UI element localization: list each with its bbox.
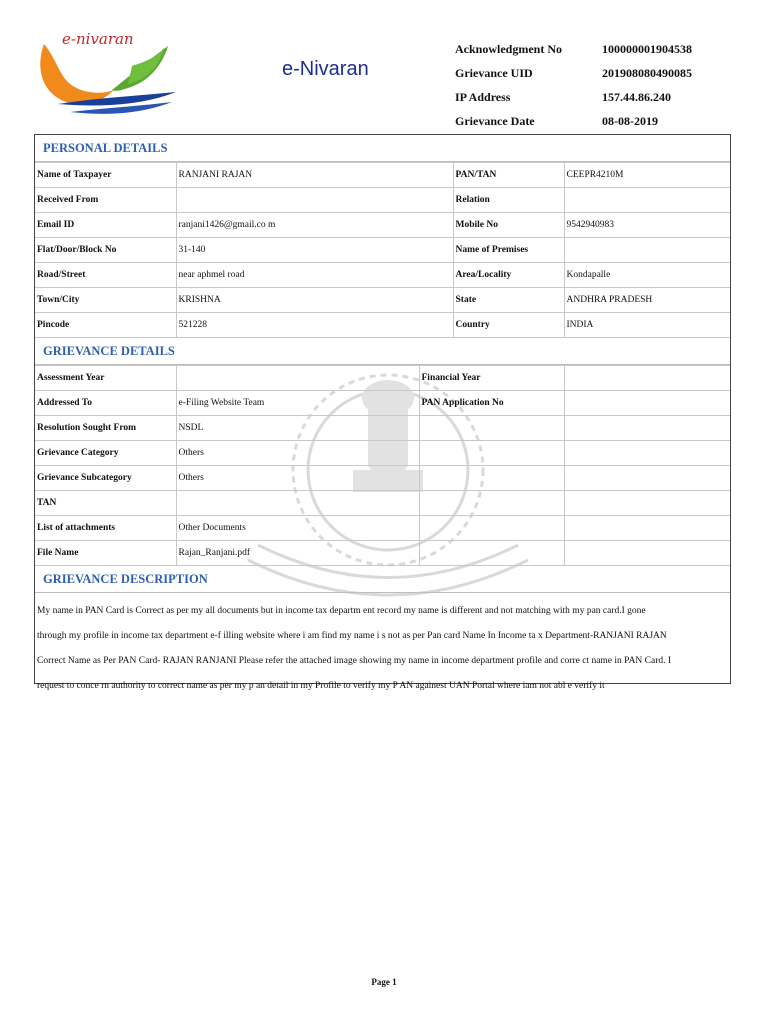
field-value: Others [176, 466, 419, 491]
field-label: TAN [35, 491, 176, 516]
field-label: Financial Year [419, 366, 564, 391]
table-row [35, 213, 730, 238]
field-label: Received From [35, 188, 176, 213]
field-label: Resolution Sought From [35, 416, 176, 441]
field-value [564, 366, 730, 391]
table-row [35, 391, 730, 416]
field-value: ranjani1426@gmail.co m [176, 213, 453, 238]
meta-label: Grievance Date [455, 113, 535, 128]
meta-value: 157.44.86.240 [602, 89, 671, 104]
field-value: 521228 [176, 313, 453, 338]
description-line: through my profile in income tax department e-f illing website where i am find my name i s not as per Pan card Name In Income ta x Department-RANJANI RAJAN [37, 631, 667, 641]
table-row [35, 238, 730, 263]
field-value: RANJANI RAJAN [176, 163, 453, 188]
personal-details-table [35, 162, 730, 338]
field-value: 31-140 [176, 238, 453, 263]
field-label [419, 441, 564, 466]
grievance-description-text [35, 593, 730, 699]
table-row [35, 313, 730, 338]
grievance-details-table [35, 365, 730, 566]
e-nivaran-logo [36, 26, 184, 130]
field-label [419, 516, 564, 541]
field-value [564, 541, 730, 566]
field-value [176, 188, 453, 213]
field-value: near aphmel road [176, 263, 453, 288]
field-label: Assessment Year [35, 366, 176, 391]
meta-value: 08-08-2019 [602, 113, 658, 128]
logo-text: e-nivaran [62, 30, 134, 48]
field-value: 9542940983 [564, 213, 730, 238]
field-label: Pincode [35, 313, 176, 338]
field-label [419, 491, 564, 516]
section-personal-details: PERSONAL DETAILS [35, 135, 730, 162]
acknowledgment-meta [455, 37, 692, 133]
meta-row [455, 61, 692, 85]
table-row [35, 466, 730, 491]
field-label: PAN Application No [419, 391, 564, 416]
field-label: Name of Premises [453, 238, 564, 263]
field-label [419, 416, 564, 441]
field-value: CEEPR4210M [564, 163, 730, 188]
field-label: Town/City [35, 288, 176, 313]
field-value: Others [176, 441, 419, 466]
field-label: State [453, 288, 564, 313]
meta-row [455, 109, 692, 133]
field-label [419, 466, 564, 491]
field-value: KRISHNA [176, 288, 453, 313]
table-row [35, 366, 730, 391]
field-label: Flat/Door/Block No [35, 238, 176, 263]
field-value [564, 491, 730, 516]
table-row [35, 263, 730, 288]
section-grievance-details: GRIEVANCE DETAILS [35, 338, 730, 365]
meta-label: Acknowledgment No [455, 41, 562, 56]
field-label [419, 541, 564, 566]
table-row [35, 441, 730, 466]
table-row [35, 188, 730, 213]
page-number: Page 1 [371, 977, 397, 987]
meta-label: IP Address [455, 89, 511, 104]
meta-label: Grievance UID [455, 65, 533, 80]
description-line: request to conce rn authority to correct name as per my p an detail in my Profile to verify my P AN againest UAN Portal where iam not abl e verify it [37, 681, 605, 691]
description-line: My name in PAN Card is Correct as per my all documents but in income tax departm ent record my name is different and not matching with my pan card.I gone [37, 606, 646, 616]
table-row [35, 163, 730, 188]
field-label: Email ID [35, 213, 176, 238]
field-label: Road/Street [35, 263, 176, 288]
field-value: Other Documents [176, 516, 419, 541]
field-label: List of attachments [35, 516, 176, 541]
field-label: File Name [35, 541, 176, 566]
table-row [35, 541, 730, 566]
field-value: INDIA [564, 313, 730, 338]
meta-value: 201908080490085 [602, 65, 692, 80]
field-value [564, 238, 730, 263]
field-label: Mobile No [453, 213, 564, 238]
field-value [176, 491, 419, 516]
field-label: Name of Taxpayer [35, 163, 176, 188]
field-value [176, 366, 419, 391]
meta-value: 100000001904538 [602, 41, 692, 56]
field-value [564, 391, 730, 416]
brand-title: e-Nivaran [282, 58, 369, 80]
field-value [564, 416, 730, 441]
table-row [35, 516, 730, 541]
field-label: Grievance Subcategory [35, 466, 176, 491]
field-label: PAN/TAN [453, 163, 564, 188]
field-value [564, 466, 730, 491]
description-line: Correct Name as Per PAN Card- RAJAN RANJANI Please refer the attached image showing my name in income department profile and corre ct name in PAN Card. I [37, 656, 672, 666]
field-label: Area/Locality [453, 263, 564, 288]
field-label: Grievance Category [35, 441, 176, 466]
meta-row [455, 85, 692, 109]
section-grievance-description: GRIEVANCE DESCRIPTION [35, 566, 730, 593]
field-value [564, 516, 730, 541]
field-value: Rajan_Ranjani.pdf [176, 541, 419, 566]
field-value [564, 441, 730, 466]
table-row [35, 491, 730, 516]
grievance-form [34, 134, 731, 691]
table-row [35, 416, 730, 441]
field-value: NSDL [176, 416, 419, 441]
meta-row [455, 37, 692, 61]
field-value [564, 188, 730, 213]
field-label: Country [453, 313, 564, 338]
field-value: ANDHRA PRADESH [564, 288, 730, 313]
field-label: Relation [453, 188, 564, 213]
field-label: Addressed To [35, 391, 176, 416]
table-row [35, 288, 730, 313]
field-value: Kondapalle [564, 263, 730, 288]
field-value: e-Filing Website Team [176, 391, 419, 416]
